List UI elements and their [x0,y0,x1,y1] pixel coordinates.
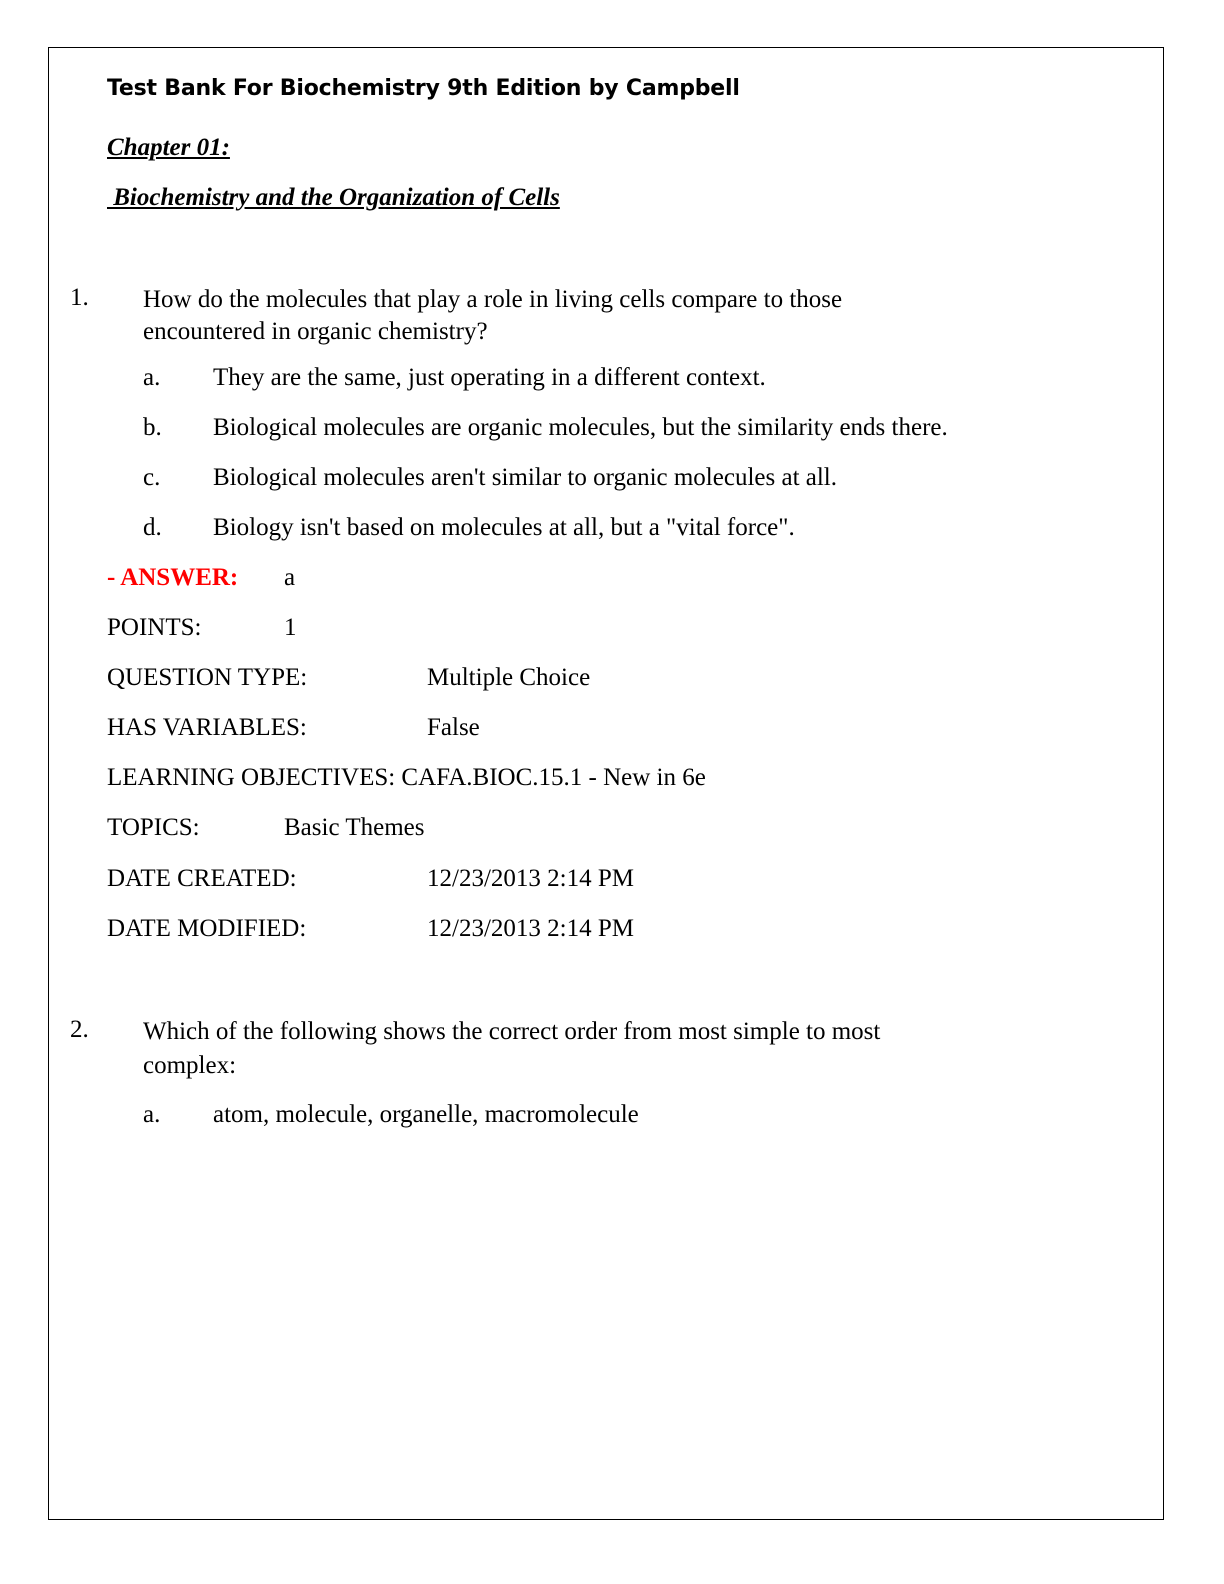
option-letter: a. [143,1101,161,1128]
date-created-value: 12/23/2013 2:14 PM [427,865,634,892]
option-text: They are the same, just operating in a different context. [213,364,766,391]
topics-value: Basic Themes [284,814,425,841]
date-modified-value: 12/23/2013 2:14 PM [427,915,634,942]
has-variables-value: False [427,714,480,741]
option-letter: c. [143,464,161,491]
date-created-label: DATE CREATED: [107,865,297,892]
chapter-heading: Chapter 01: [107,134,230,161]
answer-value: a [284,564,296,591]
answer-label: - ANSWER: [107,564,239,591]
question-text-line1: Which of the following shows the correct order from most simple to most [143,1018,881,1045]
points-value: 1 [284,614,297,641]
question-number: 2. [70,1016,89,1043]
question-text-line2: complex: [143,1052,237,1079]
has-variables-label: HAS VARIABLES: [107,714,307,741]
option-letter: a. [143,364,161,391]
points-label: POINTS: [107,614,202,641]
question-type-label: QUESTION TYPE: [107,664,308,691]
option-text: Biological molecules are organic molecules, but the similarity ends there. [213,414,948,441]
question-text-line2: encountered in organic chemistry? [143,318,488,345]
question-text-line1: How do the molecules that play a role in living cells compare to those [143,286,843,313]
learning-objectives: LEARNING OBJECTIVES: CAFA.BIOC.15.1 - New in 6e [107,764,706,791]
question-type-value: Multiple Choice [427,664,591,691]
date-modified-label: DATE MODIFIED: [107,915,307,942]
question-number: 1. [70,284,89,311]
option-letter: d. [143,514,162,541]
option-letter: b. [143,414,162,441]
document-title: Test Bank For Biochemistry 9th Edition by Campbell [107,76,740,101]
chapter-subtitle: Biochemistry and the Organization of Cells [107,184,560,211]
option-text: atom, molecule, organelle, macromolecule [213,1101,639,1128]
option-text: Biology isn't based on molecules at all, but a "vital force". [213,514,795,541]
topics-label: TOPICS: [107,814,200,841]
option-text: Biological molecules aren't similar to organic molecules at all. [213,464,837,491]
